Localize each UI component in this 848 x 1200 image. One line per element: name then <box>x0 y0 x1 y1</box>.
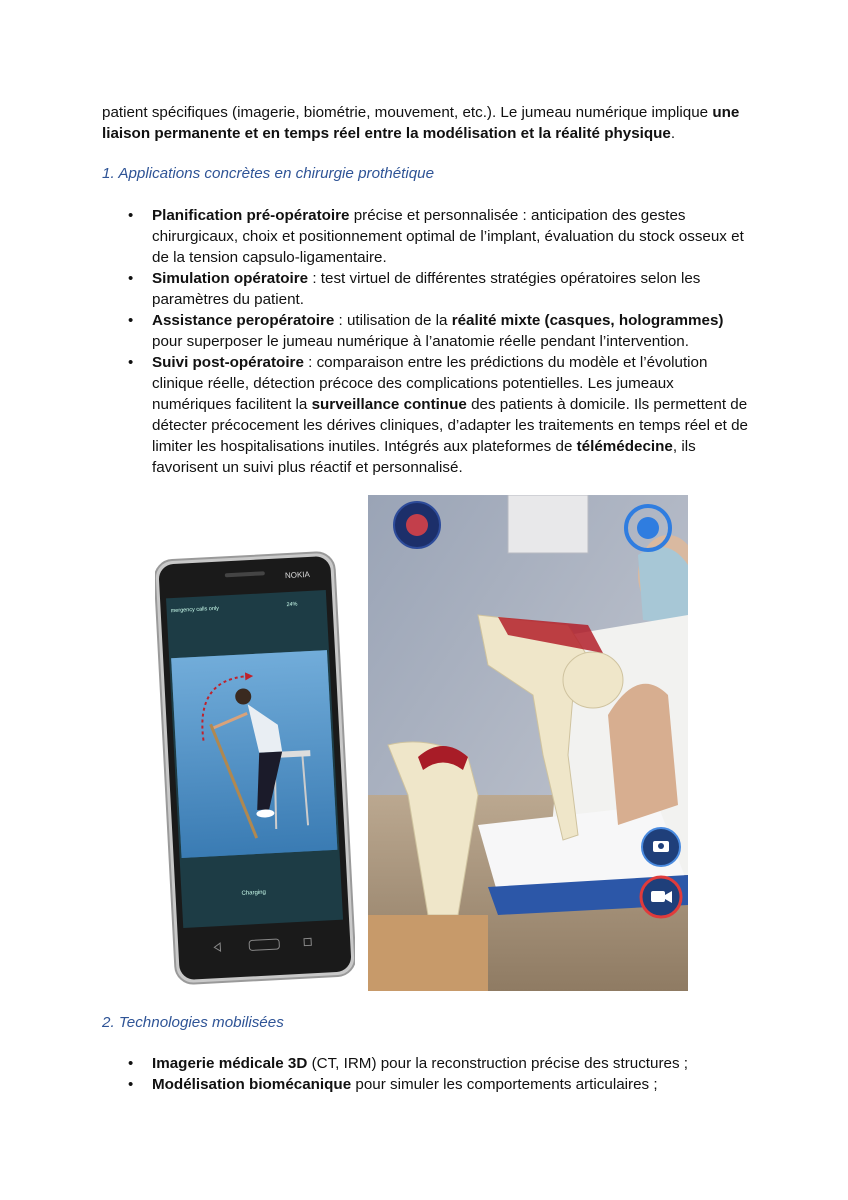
phone-status-text: mergency calls only <box>170 605 220 615</box>
intro-end: . <box>670 125 676 142</box>
intro-paragraph <box>102 102 752 144</box>
applications-list <box>152 205 752 478</box>
item-text: : comparaison entre les prédictions du modèle et l’évolution clinique réelle, détection précoce des complications potentielles. Les jumeaux numériques facilitent la <box>152 354 708 413</box>
item-bold: Planification pré-opératoire <box>152 207 350 224</box>
item-bold: Assistance peropératoire <box>152 312 335 329</box>
section1-heading: 1. Applications concrètes en chirurgie prothétique <box>102 165 435 182</box>
list-item <box>152 1053 752 1074</box>
phone-battery: 24% <box>286 601 298 609</box>
item-bold: Suivi post-opératoire <box>152 354 304 371</box>
technologies-list <box>152 1053 752 1095</box>
item-text: pour superposer le jumeau numérique à l’anatomie réelle pendant l’intervention. <box>152 333 689 350</box>
section2-heading: 2. Technologies mobilisées <box>102 1014 284 1031</box>
item-bold: réalité mixte (casques, hologrammes) <box>451 312 724 329</box>
list-item <box>152 1074 752 1095</box>
intro-bold: une liaison permanente et en temps réel entre la modélisation et la réalité physique <box>102 104 740 142</box>
item-bold: Simulation opératoire <box>152 270 309 287</box>
item-bold: Imagerie médicale 3D <box>152 1055 308 1072</box>
phone-charging: Charging <box>241 889 267 897</box>
item-text: des patients à domicile. Ils permettent de détecter précocement les dérives cliniques, d’adapter les traitements en temps réel et de limiter les hospitalisations inutiles. Intégrés aux plateformes de <box>152 396 748 455</box>
item-bold: surveillance continue <box>311 396 467 413</box>
ar-shoulder-photo <box>368 495 688 991</box>
face-mask <box>638 547 688 625</box>
list-item <box>152 310 752 352</box>
hand <box>608 684 678 825</box>
item-text: : utilisation de la <box>334 312 452 329</box>
wall-poster <box>508 495 588 553</box>
phone-brand: NOKIA <box>284 569 311 581</box>
model-base <box>368 915 488 991</box>
item-bold: Modélisation biomécanique <box>152 1076 352 1093</box>
item-text: (CT, IRM) pour la reconstruction précise des structures ; <box>307 1055 689 1072</box>
list-item <box>152 205 752 268</box>
list-item <box>152 268 752 310</box>
item-text: pour simuler les comportements articulaires ; <box>351 1076 658 1093</box>
item-text: : test virtuel de différentes stratégies opératoires selon les paramètres du patient. <box>152 270 701 308</box>
item-text: précise et personnalisée : anticipation des gestes chirurgicaux, choix et positionnement optimal de l’implant, évaluation du stock osseux et de la tension capsulo-ligamentaire. <box>152 207 744 266</box>
item-bold: télémédecine <box>576 438 673 455</box>
list-item <box>152 352 752 478</box>
phone-image <box>155 548 355 988</box>
intro-text: patient spécifiques (imagerie, biométrie, mouvement, etc.). Le jumeau numérique implique <box>102 104 709 121</box>
item-text: , ils favorisent un suivi plus réactif et personnalisé. <box>152 438 696 476</box>
